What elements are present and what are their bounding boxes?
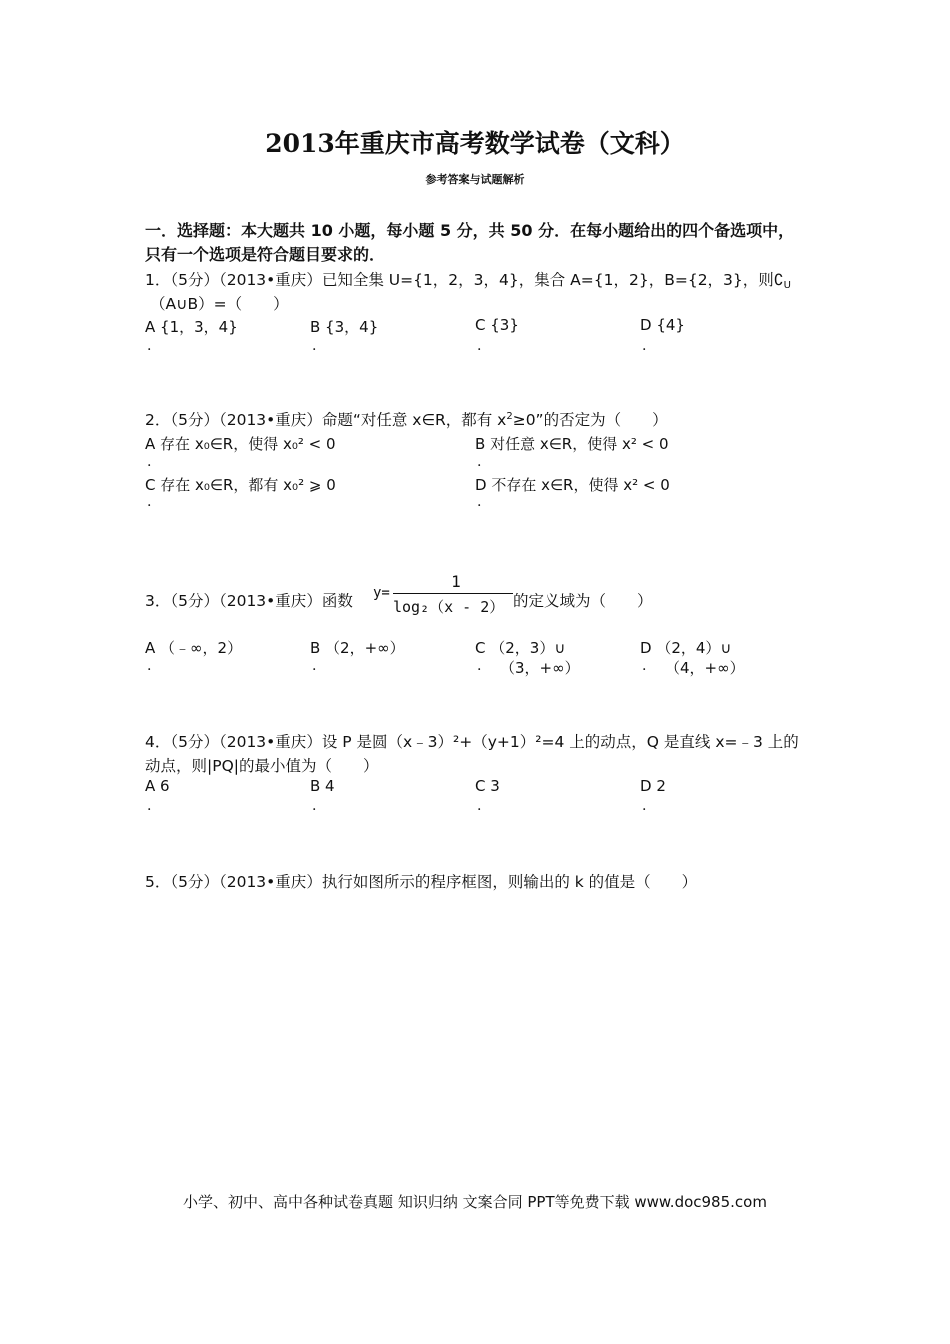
q4-option-c: C 3 — [475, 777, 500, 795]
question-3-fraction-bar — [393, 593, 513, 594]
q3-option-c: C （2，3）∪ — [475, 639, 566, 657]
q3-option-a: A （﹣∞，2） — [145, 639, 243, 657]
question-3-numerator: 1 — [451, 572, 461, 591]
question-4-line2: 动点，则|PQ|的最小值为（ ） — [145, 757, 379, 775]
q4-dot-d: . — [642, 798, 647, 814]
q2-option-a-text: 存在 x₀∈R，使得 x₀² < 0 — [160, 435, 336, 453]
q1-option-c: C {3} — [475, 316, 519, 334]
q2-option-b-text: 对任意 x∈R，使得 x² < 0 — [490, 435, 669, 453]
q2-dot-d: . — [477, 494, 482, 510]
q1-dot-c: . — [477, 338, 482, 354]
q2-option-c — [145, 474, 336, 495]
q4-dot-b: . — [312, 798, 317, 814]
q4-dot-a: . — [147, 798, 152, 814]
q4-option-d: D 2 — [640, 777, 666, 795]
q3-dot-a: . — [147, 658, 152, 674]
q1-option-d: D {4} — [640, 316, 685, 334]
q4-option-a: A 6 — [145, 777, 170, 795]
page-footer: 小学、初中、高中各种试卷真题 知识归纳 文案合同 PPT等免费下载 www.doc985.com — [183, 1193, 767, 1211]
question-4-line1: 4．（5分）（2013•重庆）设 P 是圆（x﹣3）²+（y+1）²=4 上的动点，Q 是直线 x=﹣3 上的 — [145, 733, 799, 751]
q1-option-b: B {3，4} — [310, 318, 379, 336]
q2-option-d-letter: D — [475, 476, 487, 494]
question-5-line1: 5．（5分）（2013•重庆）执行如图所示的程序框图，则输出的 k 的值是（ ） — [145, 873, 698, 891]
question-3-denominator: log₂（x - 2） — [393, 598, 505, 616]
q1-dot-a: . — [147, 338, 152, 354]
q3-dot-c: . — [477, 658, 482, 674]
q2-option-a — [145, 433, 336, 454]
question-2-prefix: 2．（5分）（2013•重庆）命题“对任意 x∈R，都有 x — [145, 411, 507, 429]
q2-option-c-text: 存在 x₀∈R，都有 x₀² ⩾ 0 — [160, 476, 336, 494]
q3-dot-b: . — [312, 658, 317, 674]
q1-dot-b: . — [312, 338, 317, 354]
q2-option-b — [475, 433, 669, 454]
q3-option-c-continued: （3，+∞） — [500, 659, 580, 677]
q2-option-c-letter: C — [145, 476, 156, 494]
q2-option-a-letter: A — [145, 435, 156, 453]
q2-dot-a: . — [147, 454, 152, 470]
question-2-suffix: ≥0”的否定为（ ） — [512, 411, 668, 429]
q1-option-a: A {1，3，4} — [145, 318, 238, 336]
page-title: 2013年重庆市高考数学试卷（文科） — [265, 129, 685, 158]
question-3-prefix: 3．（5分）（2013•重庆）函数 — [145, 592, 353, 610]
q3-dot-d: . — [642, 658, 647, 674]
section-heading-line1: 一．选择题：本大题共 10 小题，每小题 5 分，共 50 分．在每小题给出的四个备选项中， — [145, 221, 795, 240]
q1-dot-d: . — [642, 338, 647, 354]
question-1-subscript: U — [783, 280, 791, 291]
page-subtitle: 参考答案与试题解析 — [425, 173, 525, 186]
question-2-superscript: 2 — [506, 411, 513, 422]
q2-option-d-text: 不存在 x∈R，使得 x² < 0 — [491, 476, 670, 494]
q4-dot-c: . — [477, 798, 482, 814]
question-1-line2: （A∪B）=（ ） — [150, 295, 289, 313]
question-1-line1 — [145, 268, 791, 291]
question-1-text: 1．（5分）（2013•重庆）已知全集 U={1，2，3，4}，集合 A={1，2}，B={2，3}，则∁ — [145, 271, 784, 289]
q2-option-b-letter: B — [475, 435, 486, 453]
q4-option-b: B 4 — [310, 777, 335, 795]
q3-option-d-continued: （4，+∞） — [665, 659, 745, 677]
q2-dot-c: . — [147, 494, 152, 510]
q2-dot-b: . — [477, 454, 482, 470]
q3-option-d: D （2，4）∪ — [640, 639, 732, 657]
q2-option-d — [475, 474, 670, 495]
q3-option-b: B （2，+∞） — [310, 639, 405, 657]
question-2-line1 — [145, 408, 668, 430]
question-3-y-eq: y= — [373, 585, 390, 601]
question-3-suffix: 的定义域为（ ） — [513, 592, 653, 610]
section-heading-line2: 只有一个选项是符合题目要求的． — [145, 245, 386, 264]
